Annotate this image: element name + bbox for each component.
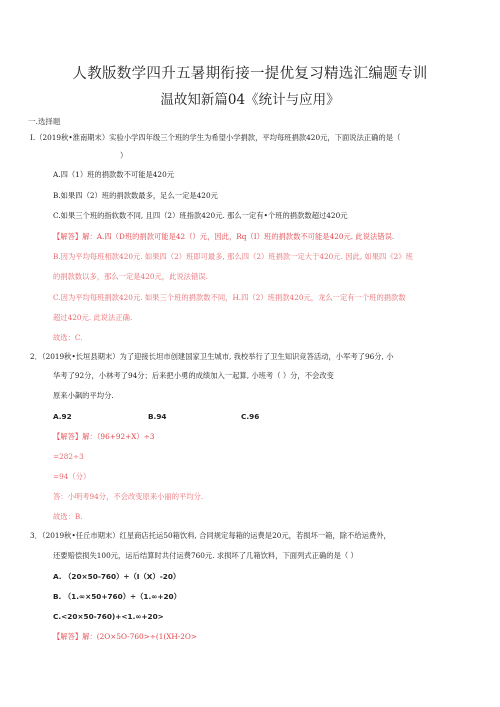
- q2-stem-line3: 原来小飙的平均分.: [53, 391, 114, 400]
- q3-stem-line1: 3．（2019秋•任丘市期末）红星商店托运50箱饮料, 合同规定每箱的运费是20元，若损坏一箱，除不给运费外，: [30, 531, 391, 540]
- q2-stem-line2: 华考了92分，小林考了94分；后来把小勇的成绩加入一起算, 小班考（ ）分，不会改变: [53, 371, 334, 380]
- q3-option-a: A. （20×50-760）÷（I（X）-20）: [53, 572, 181, 581]
- q1-answer-line1: 【解答】解：A.四（D班的捐款可能是42（）元，因此，Rq（I）班的捐款数不可能是420元. 此说法错误.: [53, 232, 395, 241]
- q2-option-b: B.94: [148, 412, 167, 421]
- q2-answer-line2: =282÷3: [53, 452, 84, 461]
- q2-option-c: C.96: [241, 412, 260, 421]
- q1-stem-line1: I.（2019秋•淮南期末）实验小学四年级三个班的学生为希望小学捐款，平均每班捐款420元，下面说法正确的是（: [30, 133, 401, 142]
- q1-answer-line4: C.因为平均每班捐款420元. 如果三个班的捐款数不同，H.四（2）班捐款420元，龙么一定有一个班的捐款数: [53, 293, 406, 302]
- q1-answer-line5: 超过420元. 此说法正确.: [53, 313, 133, 322]
- q2-answer-line4: 答：小明考94分，不会改变原来小丽的平均分.: [53, 492, 204, 501]
- q1-answer-line3: 的捐款数以多，那么一定是420元，此说法错误.: [53, 272, 208, 281]
- q3-option-c: C.<20×50-760)+<1.∞+20>: [53, 612, 164, 621]
- q3-option-b: B. （1.∞×50+760）÷（1.∞+20）: [53, 592, 181, 601]
- q3-stem-line2: 还要赔偿损失100元，运后结算时共付运费760元. 求损坏了几箱饮料，下面列式正确的是（ ）: [53, 551, 358, 560]
- q1-stem-line2: ）: [120, 151, 128, 160]
- q1-option-c: C.如果三个班的指软数不同, 且四（2）班指款420元. 那么一定有•个班的捐款数超过420元: [53, 211, 348, 220]
- q1-option-b: B.如果四（2）班的捐款数最多，足么一定是420元: [53, 191, 218, 200]
- q3-answer-line1: 【解答】解：(2O×5O-760>÷(1(XH-2O>: [53, 632, 197, 641]
- document-title: 人教版数学四升五暑期衔接一提优复习精选汇编题专训: [72, 66, 428, 82]
- q1-choice: 故选：C.: [53, 333, 83, 342]
- q2-option-a: A.92: [53, 412, 72, 421]
- q1-option-a: A.四（1）班的捐款数不可能是420元: [53, 170, 175, 179]
- q2-answer-line3: =94（分）: [53, 472, 91, 481]
- q2-stem-line1: 2．（2019秋•长垣县期末）为了迎接长坦市创建国家卫生城市, 我校举行了卫生知识竞答活动，小军考了96分, 小: [30, 352, 394, 361]
- section-heading: 一.选择题: [28, 117, 61, 126]
- q2-choice: 故选：B.: [53, 512, 83, 521]
- q2-answer-line1: 【解答】解：（96+92+X）÷3: [53, 432, 155, 441]
- document-subtitle: 温故知新篇04《统计与应用》: [160, 92, 340, 108]
- q1-answer-line2: B.因为平均每班相款420元. 如果四（2）班即可最多, 那么四（2）班捐款一定大于420元. 因此, 如果四《2》班: [53, 252, 413, 261]
